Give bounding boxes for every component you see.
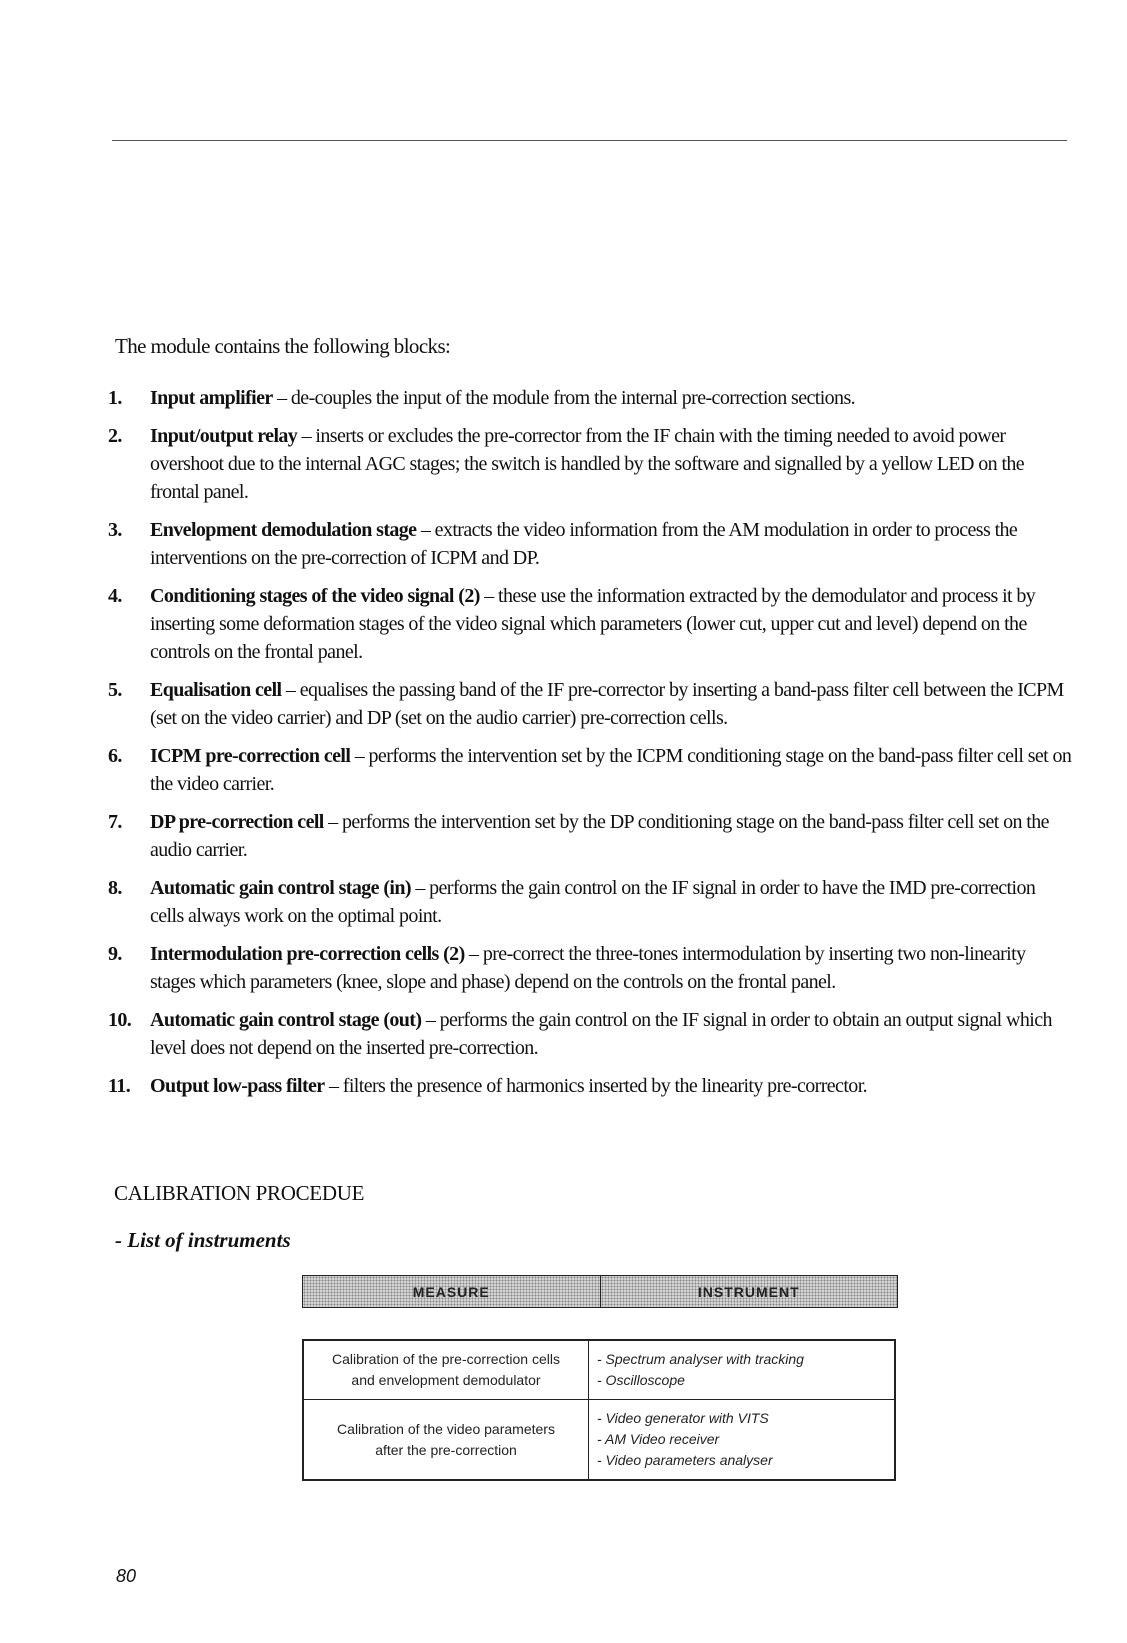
block-description: – performs the intervention set by the ICPM conditioning stage on the band-pass filter cell set on the video carrier. <box>150 745 1072 795</box>
block-item <box>108 422 1072 506</box>
block-description: – de-couples the input of the module from the internal pre-correction sections. <box>272 387 856 409</box>
block-number: 7. <box>108 811 122 833</box>
block-description: – equalises the passing band of the IF pre-corrector by inserting a band-pass filter cell between the ICPM (set on the video carrier) and DP (set on the audio carrier) pre-correction cells. <box>150 679 1064 729</box>
block-number: 6. <box>108 745 122 767</box>
block-term: Automatic gain control stage (out) <box>150 1009 422 1031</box>
block-description: – pre-correct the three-tones intermodulation by inserting two non-linearity stages which parameters (knee, slope and phase) depend on the controls on the frontal panel. <box>150 943 1026 993</box>
table-row <box>304 1341 894 1399</box>
block-item <box>108 582 1072 666</box>
block-term: Conditioning stages of the video signal (2) <box>150 585 480 607</box>
block-term: Automatic gain control stage (in) <box>150 877 411 899</box>
block-number: 4. <box>108 585 122 607</box>
block-number: 10. <box>108 1009 132 1031</box>
block-item <box>108 940 1072 996</box>
instruments-table <box>302 1339 896 1481</box>
block-description: – inserts or excludes the pre-corrector from the IF chain with the timing needed to avoid power overshoot due to the internal AGC stages; the switch is handled by the software and signalled by a yellow LED on the frontal panel. <box>150 425 1025 503</box>
block-item <box>108 808 1072 864</box>
block-number: 3. <box>108 519 122 541</box>
block-number: 2. <box>108 425 122 447</box>
block-item <box>108 1072 1072 1100</box>
block-description: – performs the intervention set by the DP conditioning stage on the band-pass filter cell set on the audio carrier. <box>150 811 1049 861</box>
block-description: – performs the gain control on the IF signal in order to have the IMD pre-correction cells always work on the optimal point. <box>150 877 1036 927</box>
block-number: 5. <box>108 679 122 701</box>
blocks-list <box>108 384 1072 1110</box>
page-number: 80 <box>116 1566 137 1586</box>
block-term: Equalisation cell <box>150 679 282 701</box>
header-rule <box>112 140 1067 141</box>
block-term: Envelopment demodulation stage <box>150 519 417 541</box>
block-number: 9. <box>108 943 122 965</box>
block-description: – these use the information extracted by the demodulator and process it by inserting some deformation stages of the video signal which parameters (lower cut, upper cut and level) depend on the controls on the frontal panel. <box>150 585 1036 663</box>
block-term: Input/output relay <box>150 425 298 447</box>
instrument-cell <box>589 1341 894 1399</box>
measure-line: and envelopment demodulator <box>351 1372 541 1388</box>
block-item <box>108 874 1072 930</box>
measure-line: Calibration of the video parameters <box>337 1420 555 1437</box>
block-term: DP pre-correction cell <box>150 811 324 833</box>
block-item <box>108 384 1072 412</box>
block-description: – performs the gain control on the IF signal in order to obtain an output signal which level does not depend on the inserted pre-correction. <box>150 1009 1052 1059</box>
block-description: – filters the presence of harmonics inserted by the linearity pre-corrector. <box>324 1075 868 1097</box>
instrument-line: - Oscilloscope <box>597 1372 685 1388</box>
intro-text: The module contains the following blocks: <box>115 334 451 358</box>
header-instrument: INSTRUMENT <box>600 1276 898 1307</box>
section-subheading: - List of instruments <box>115 1228 291 1252</box>
block-number: 8. <box>108 877 122 899</box>
block-number: 1. <box>108 387 122 409</box>
block-description: – extracts the video information from the AM modulation in order to process the interventions on the pre-correction of ICPM and DP. <box>150 519 1018 569</box>
block-term: Input amplifier <box>150 387 273 409</box>
block-term: Output low-pass filter <box>150 1075 325 1097</box>
instrument-cell <box>589 1400 894 1479</box>
instrument-line: - Spectrum analyser with tracking <box>597 1351 804 1367</box>
block-item <box>108 742 1072 798</box>
block-item <box>108 516 1072 572</box>
block-term: Intermodulation pre-correction cells (2) <box>150 943 465 965</box>
block-number: 11. <box>108 1075 131 1097</box>
measure-line: after the pre-correction <box>375 1441 517 1458</box>
measure-line: Calibration of the pre-correction cells <box>332 1351 560 1367</box>
block-term: ICPM pre-correction cell <box>150 745 351 767</box>
block-item <box>108 1006 1072 1062</box>
instrument-line: - Video generator with VITS <box>597 1410 769 1426</box>
section-heading: CALIBRATION PROCEDUE <box>114 1181 365 1205</box>
header-measure: MEASURE <box>303 1276 600 1307</box>
block-item <box>108 676 1072 732</box>
measure-cell <box>304 1400 589 1479</box>
table-row <box>304 1399 894 1479</box>
instruments-header-table <box>302 1275 898 1308</box>
instrument-line: - AM Video receiver <box>597 1431 720 1447</box>
instrument-line: - Video parameters analyser <box>597 1452 773 1468</box>
measure-cell <box>304 1341 589 1399</box>
